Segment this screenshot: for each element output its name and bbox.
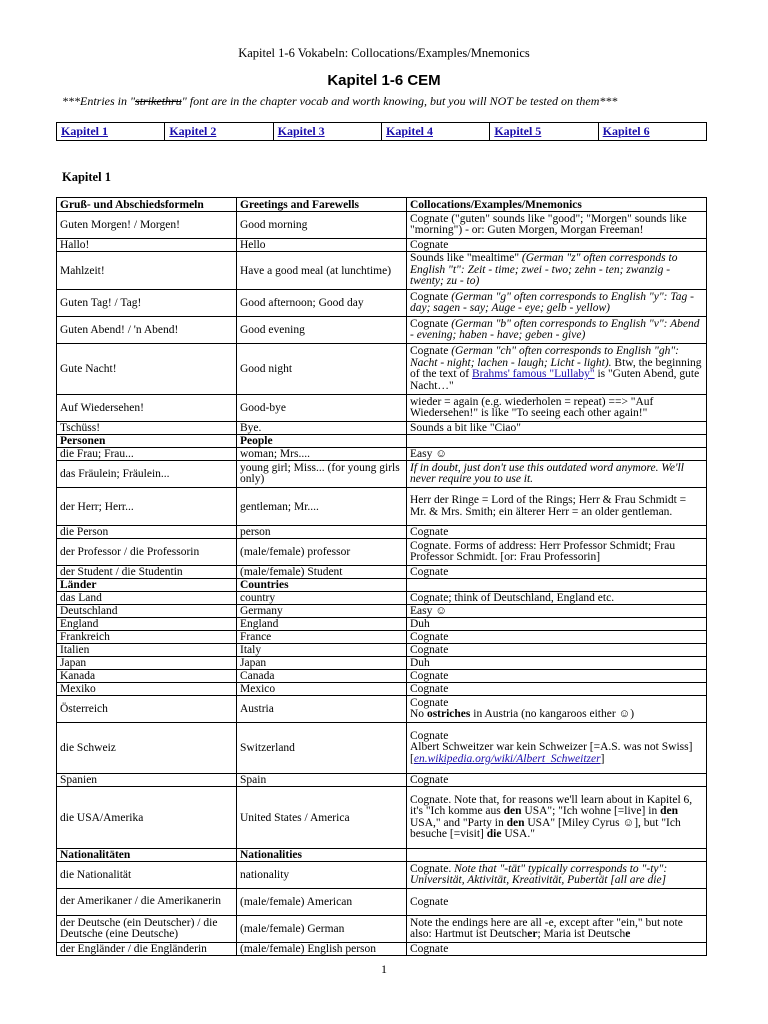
table-row: Mahlzeit! Have a good meal (at lunchtime) Sounds like "mealtime" (German "z" often corresponds to English "t": Zeit - time; zwei - two; zehn - ten; zwanzig - twenty; zu - to): [57, 252, 707, 290]
table-row: die Person person Cognate: [57, 526, 707, 539]
table-row: die USA/Amerika United States / America Cognate. Note that, for reasons we'll learn about in Kapitel 6, it's "Ich komme aus den USA"; "Ich wohne [=live] in den USA," and "Party in den USA" [Miley Cyrus ☺], but "Ich besuche [=visit] die USA.": [57, 787, 707, 849]
table-row: die Nationalität nationality Cognate. Note that "-tät" typically corresponds to "-ty": Universität, Aktivität, Kreativität, Pubertät [all are die]: [57, 862, 707, 889]
table-row: Hallo! Hello Cognate: [57, 239, 707, 252]
table-row: Auf Wiedersehen! Good-bye wieder = again (e.g. wiederholen = repeat) ==> "Auf Wiedersehen!" is like "To seeing each other again!": [57, 395, 707, 422]
strikethru-note: ***Entries in "strikethru" font are in the chapter vocab and worth knowing, but you will NOT be tested on them***: [62, 94, 618, 108]
subheader-row: Länder Countries: [57, 579, 707, 592]
table-row: das Fräulein; Fräulein... young girl; Miss... (for young girls only) If in doubt, just don't use this outdated word anymore. We'll never require you to use it.: [57, 461, 707, 488]
table-row: Spanien Spain Cognate: [57, 774, 707, 787]
table-row: der Professor / die Professorin (male/female) professor Cognate. Forms of address: Herr Professor Schmidt; Frau Professor Schmidt. [or: Frau Professorin]: [57, 539, 707, 566]
brahms-lullaby-link[interactable]: Brahms' famous "Lullaby": [471, 368, 595, 380]
table-row: der Herr; Herr... gentleman; Mr.... Herr der Ringe = Lord of the Rings; Herr & Frau Schmidt = Mr. & Mrs. Smith; ein älterer Herr = an older gentleman.: [57, 488, 707, 526]
table-row: Frankreich France Cognate: [57, 631, 707, 644]
table-row: der Student / die Studentin (male/female) Student Cognate: [57, 566, 707, 579]
column-header: Greetings and Farewells: [237, 198, 407, 212]
table-row: Gute Nacht! Good night Cognate (German "ch" often corresponds to English "gh": Nacht - night; lachen - laugh; Licht - light). Btw, the beginning of the text of Brahms' famous "Lullaby" is "Guten Abend, gute Nacht…": [57, 344, 707, 395]
document-header: Kapitel 1-6 Vokabeln: Collocations/Examples/Mnemonics: [238, 46, 530, 60]
table-row: der Engländer / die Engländerin (male/female) English person Cognate: [57, 943, 707, 956]
albert-schweitzer-link[interactable]: en.wikipedia.org/wiki/Albert_Schweitzer: [413, 752, 601, 765]
table-row: Italien Italy Cognate: [57, 644, 707, 657]
table-row: die Schweiz Switzerland Cognate Albert Schweitzer war kein Schweizer [=A.S. was not Swiss] [en.wikipedia.org/wiki/Albert_Schweitzer]: [57, 723, 707, 774]
table-row: die Frau; Frau... woman; Mrs.... Easy ☺: [57, 448, 707, 461]
table-row: Deutschland Germany Easy ☺: [57, 605, 707, 618]
table-row: Japan Japan Duh: [57, 657, 707, 670]
chapter-nav: [56, 122, 707, 141]
section-title: Kapitel 1: [62, 170, 111, 184]
table-row: Guten Tag! / Tag! Good afternoon; Good day Cognate (German "g" often corresponds to English "y": Tag - day; sagen - say; Auge - eye; gelb - yellow): [57, 290, 707, 317]
vocab-table: [56, 197, 707, 956]
page-title: Kapitel 1-6 CEM: [327, 72, 441, 89]
table-row: Kanada Canada Cognate: [57, 670, 707, 683]
table-row: Mexiko Mexico Cognate: [57, 683, 707, 696]
nav-link-kapitel-4[interactable]: Kapitel 4: [385, 124, 433, 138]
subheader-row: Nationalitäten Nationalities: [57, 849, 707, 862]
table-row: der Amerikaner / die Amerikanerin (male/female) American Cognate: [57, 889, 707, 916]
nav-link-kapitel-6[interactable]: Kapitel 6: [602, 124, 650, 138]
table-row: Guten Morgen! / Morgen! Good morning Cognate ("guten" sounds like "good"; "Morgen" sounds like "morning") - or: Guten Morgen, Morgan Freeman!: [57, 212, 707, 239]
nav-link-kapitel-3[interactable]: Kapitel 3: [277, 124, 325, 138]
nav-link-kapitel-2[interactable]: Kapitel 2: [169, 124, 217, 138]
nav-link-kapitel-1[interactable]: Kapitel 1: [61, 124, 108, 138]
nav-link-kapitel-5[interactable]: Kapitel 5: [494, 124, 542, 138]
table-row: England England Duh: [57, 618, 707, 631]
page-number: 1: [381, 962, 387, 976]
subheader-row: Personen People: [57, 435, 707, 448]
table-row: Tschüss! Bye. Sounds a bit like "Ciao": [57, 422, 707, 435]
column-header: Gruß- und Abschiedsformeln: [57, 198, 237, 212]
table-row: Österreich Austria Cognate No ostriches in Austria (no kangaroos either ☺): [57, 696, 707, 723]
column-header: Collocations/Examples/Mnemonics: [407, 198, 707, 212]
table-header-row: [57, 198, 707, 212]
table-row: Guten Abend! / 'n Abend! Good evening Cognate (German "b" often corresponds to English "v": Abend - evening; haben - have; geben - give): [57, 317, 707, 344]
table-row: das Land country Cognate; think of Deutschland, England etc.: [57, 592, 707, 605]
table-row: der Deutsche (ein Deutscher) / die Deutsche (eine Deutsche) (male/female) German Note the endings here are all -e, except after "ein," but note also: Hartmut ist Deutscher; Maria ist Deutsche: [57, 916, 707, 943]
